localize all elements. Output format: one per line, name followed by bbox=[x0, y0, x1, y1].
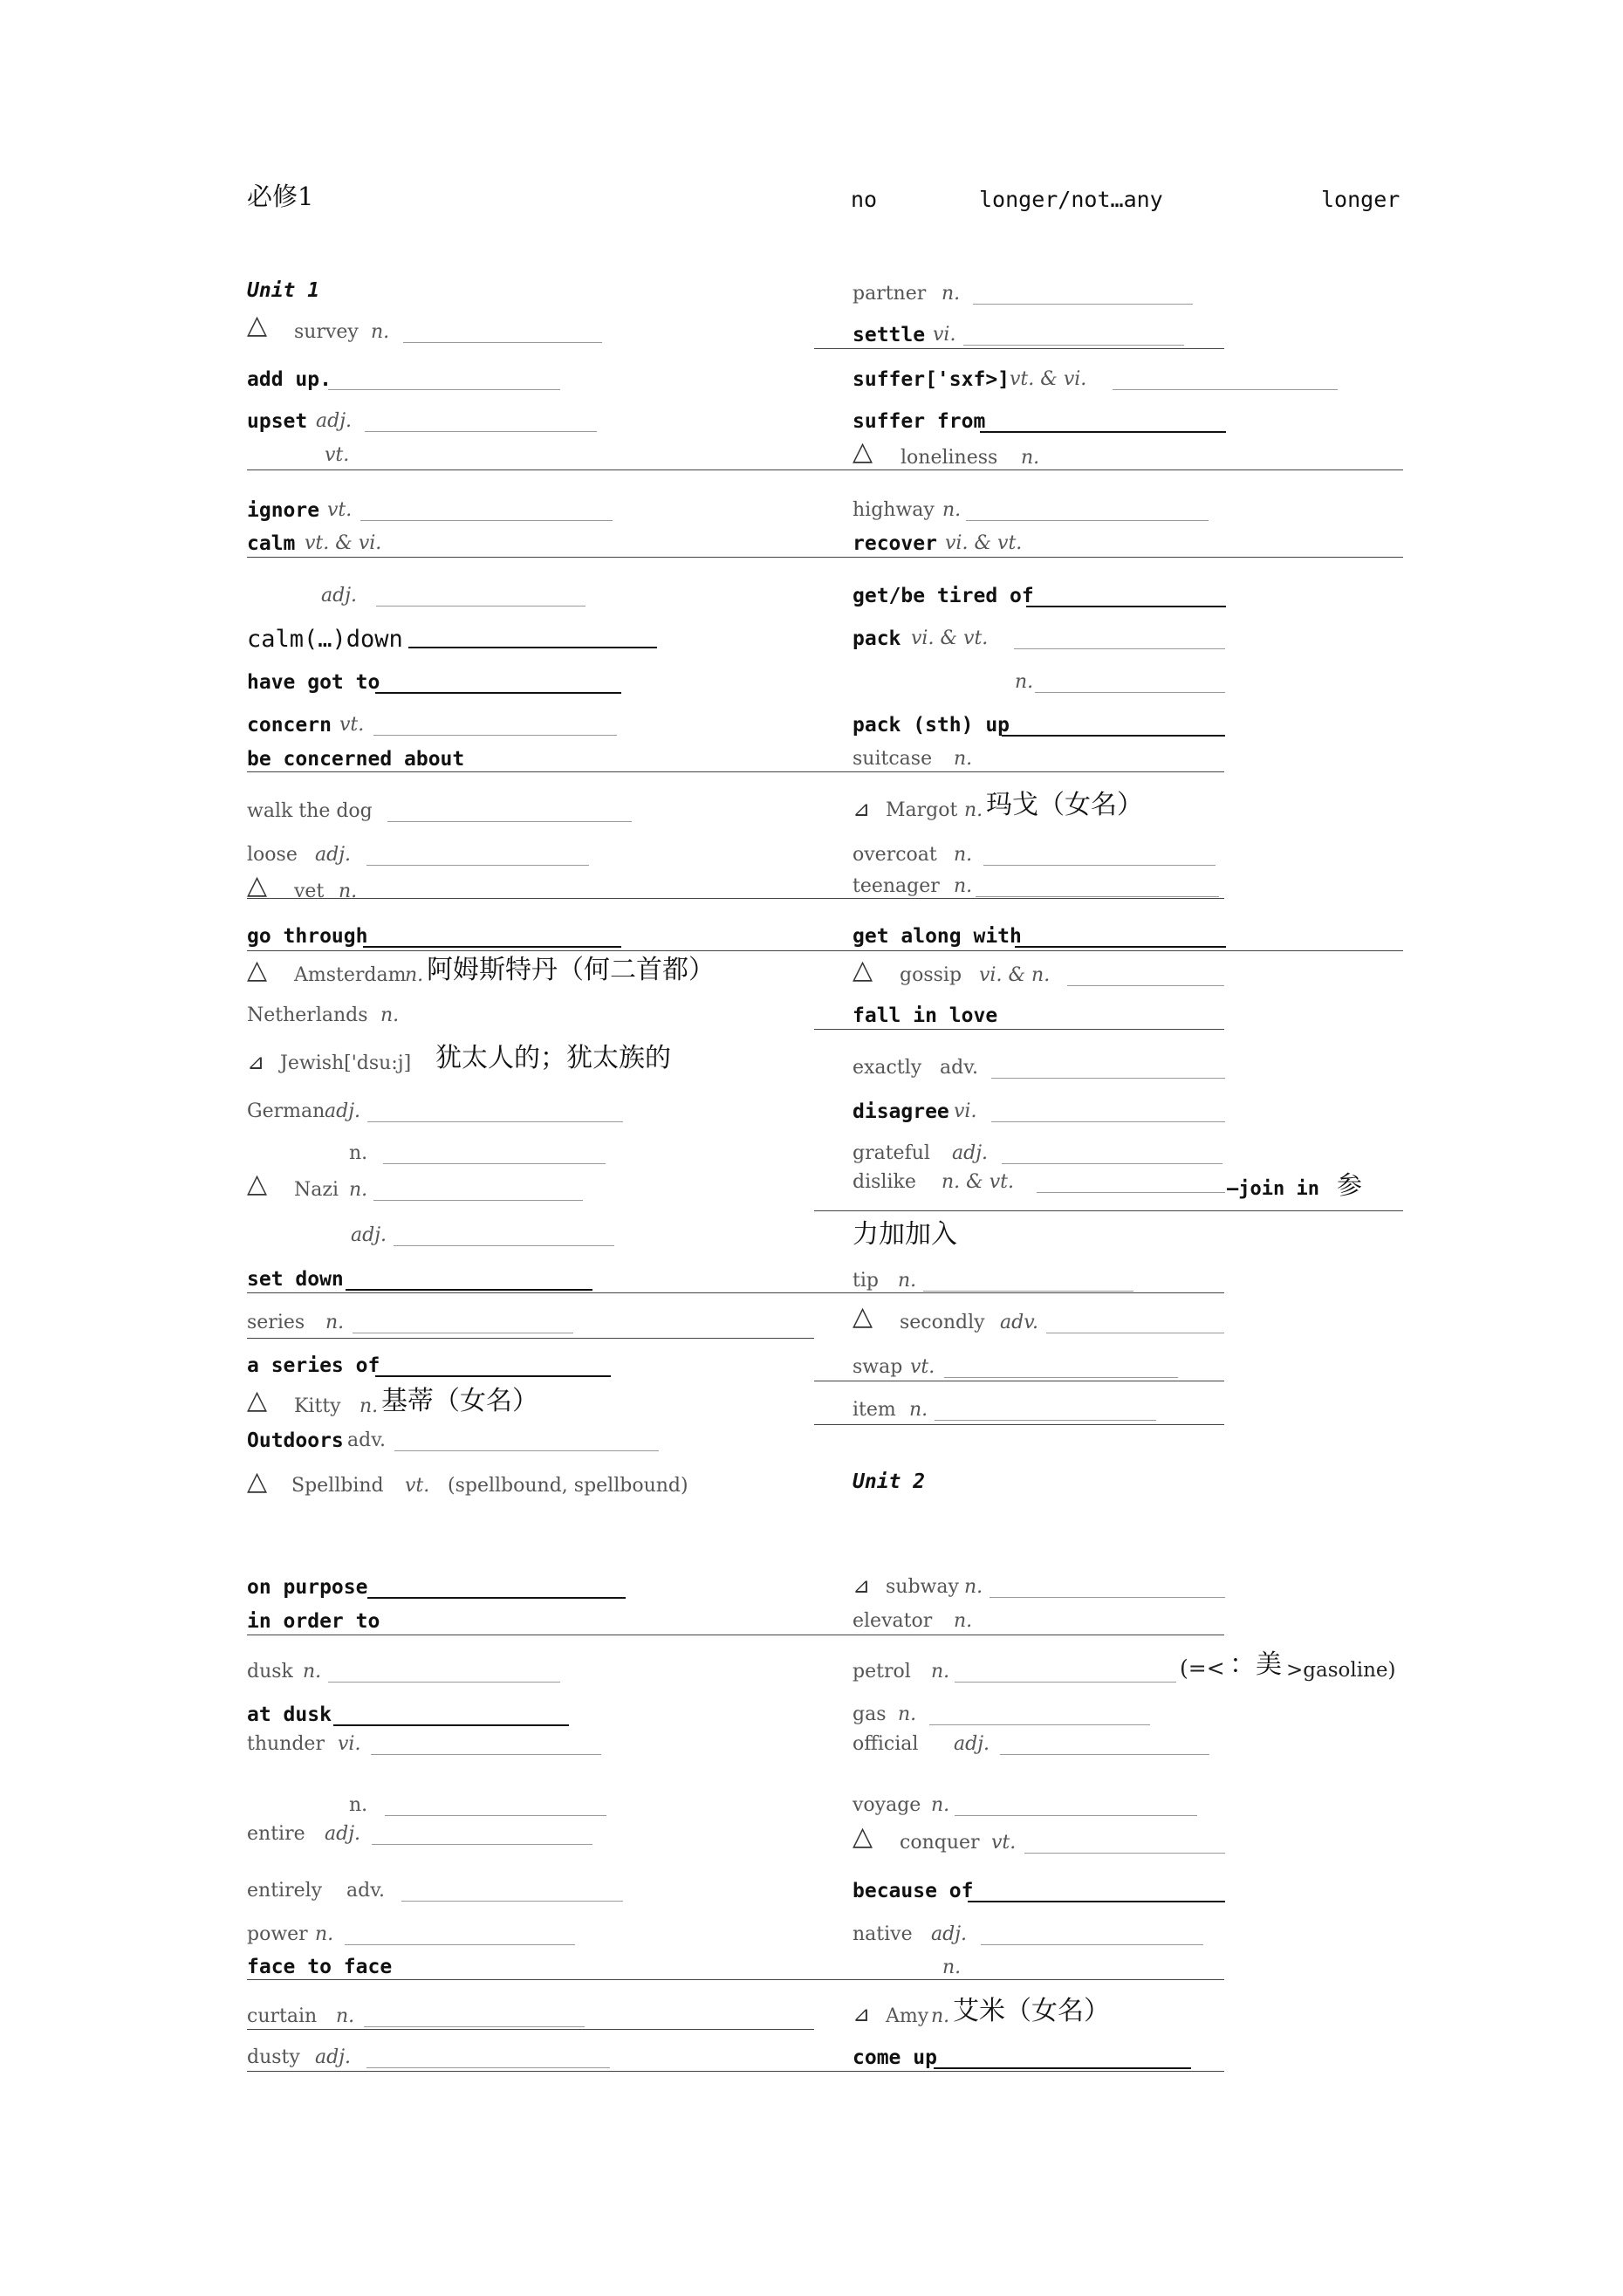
pos-tip: n. bbox=[898, 1270, 917, 1292]
answer-blank[interactable] bbox=[1035, 692, 1225, 693]
meaning-kitty: 基蒂（女名） bbox=[381, 1386, 538, 1416]
answer-blank[interactable] bbox=[328, 389, 560, 390]
triangle-icon: △ bbox=[853, 436, 873, 467]
triangle-icon: △ bbox=[247, 1385, 268, 1415]
answer-blank[interactable] bbox=[929, 1724, 1150, 1725]
row-divider bbox=[247, 2029, 814, 2030]
pos-item: n. bbox=[909, 1399, 928, 1421]
pos-dislike: n. & vt. bbox=[942, 1171, 1014, 1193]
pos-series: n. bbox=[325, 1312, 345, 1333]
phrase-come-up: come up bbox=[853, 2046, 937, 2069]
row-divider bbox=[814, 348, 1224, 349]
word-settle: settle bbox=[853, 324, 926, 346]
pos-secondly: adv. bbox=[1000, 1312, 1039, 1333]
answer-blank[interactable] bbox=[373, 1200, 583, 1201]
word-upset: upset bbox=[247, 410, 308, 433]
pos-power: n. bbox=[315, 1923, 334, 1945]
pos-disagree: vi. bbox=[954, 1100, 977, 1122]
pos-calm-adj: adj. bbox=[321, 585, 358, 607]
word-nazi: Nazi bbox=[294, 1179, 339, 1201]
word-highway: highway bbox=[853, 499, 935, 521]
pos-petrol: n. bbox=[931, 1661, 950, 1683]
phrase-in-order-to: in order to bbox=[247, 1610, 380, 1633]
row-divider bbox=[247, 1979, 1224, 1980]
word-series: series bbox=[247, 1312, 305, 1333]
note-petrol-cn: ：美 bbox=[1229, 1649, 1282, 1680]
answer-blank[interactable] bbox=[923, 1291, 1133, 1292]
word-pack: pack bbox=[853, 627, 901, 650]
pos-partner: n. bbox=[942, 283, 961, 305]
meaning-jewish: 犹太人的；犹太族的 bbox=[435, 1043, 671, 1073]
row-divider bbox=[247, 2071, 1224, 2072]
answer-blank[interactable] bbox=[1113, 389, 1338, 390]
pos-curtain: n. bbox=[336, 2005, 355, 2027]
word-outdoors: Outdoors bbox=[247, 1429, 344, 1452]
answer-blank[interactable] bbox=[1037, 1192, 1225, 1193]
word-curtain: curtain bbox=[247, 2005, 318, 2027]
pos-calm: vt. & vi. bbox=[305, 532, 382, 554]
unit-1-heading: Unit 1 bbox=[247, 279, 320, 302]
answer-blank[interactable] bbox=[360, 520, 613, 521]
answer-blank[interactable] bbox=[333, 1724, 569, 1726]
answer-blank[interactable] bbox=[363, 946, 621, 948]
answer-blank[interactable] bbox=[1000, 1754, 1209, 1755]
pos-loose: adj. bbox=[315, 844, 352, 866]
answer-blank[interactable] bbox=[366, 2067, 610, 2068]
word-calm: calm bbox=[247, 532, 296, 555]
answer-blank[interactable] bbox=[1024, 1853, 1225, 1854]
row-divider bbox=[814, 1424, 1224, 1425]
word-dusty: dusty bbox=[247, 2046, 300, 2068]
word-vet: vet bbox=[294, 881, 325, 902]
phrase-fall-in-love: fall in love bbox=[853, 1004, 998, 1027]
small-triangle-icon: ⊿ bbox=[853, 1573, 871, 1598]
phrase-on-purpose: on purpose bbox=[247, 1576, 368, 1599]
word-native: native bbox=[853, 1923, 913, 1945]
triangle-icon: △ bbox=[247, 1466, 268, 1497]
pos-suitcase: n. bbox=[954, 748, 973, 770]
pos-outdoors: adv. bbox=[347, 1429, 387, 1451]
phrase-be-concerned-about: be concerned about bbox=[247, 748, 465, 771]
pos-amy: n. bbox=[931, 2005, 950, 2027]
answer-blank[interactable] bbox=[408, 647, 657, 648]
answer-blank[interactable] bbox=[963, 345, 1184, 346]
pos-german-n: n. bbox=[349, 1142, 368, 1164]
answer-blank[interactable] bbox=[346, 1289, 592, 1291]
answer-blank[interactable] bbox=[1026, 606, 1226, 607]
answer-blank[interactable] bbox=[973, 304, 1193, 305]
answer-blank[interactable] bbox=[365, 431, 597, 432]
pos-pack: vi. & vt. bbox=[911, 627, 989, 649]
answer-blank[interactable] bbox=[364, 2026, 585, 2027]
phrase-get-be-tired-of: get/be tired of bbox=[853, 585, 1034, 607]
triangle-icon: △ bbox=[247, 310, 268, 340]
word-survey: survey bbox=[294, 321, 359, 343]
word-subway: subway bbox=[886, 1576, 959, 1598]
word-margot: Margot bbox=[886, 799, 958, 821]
pos-nazi: n. bbox=[349, 1179, 368, 1201]
phrase-add-up: add up. bbox=[247, 368, 332, 391]
answer-blank[interactable] bbox=[367, 1121, 623, 1122]
triangle-icon: △ bbox=[853, 1301, 873, 1332]
pos-voyage: n. bbox=[931, 1794, 950, 1816]
answer-blank[interactable] bbox=[983, 865, 1216, 866]
phrase-at-dusk: at dusk bbox=[247, 1703, 332, 1726]
word-disagree: disagree bbox=[853, 1100, 949, 1123]
note-petrol-a: (=< bbox=[1180, 1655, 1225, 1681]
answer-blank[interactable] bbox=[991, 1078, 1225, 1079]
answer-blank[interactable] bbox=[375, 1375, 611, 1377]
pos-teenager: n. bbox=[954, 875, 973, 897]
pos-dusk: n. bbox=[303, 1661, 322, 1683]
pos-suffer: vt. & vi. bbox=[1010, 368, 1087, 390]
phrase-pack-sth-up: pack (sth) up bbox=[853, 714, 1010, 737]
pos-subway: n. bbox=[964, 1576, 983, 1598]
pos-native: adj. bbox=[931, 1923, 968, 1945]
phrase-suffer-from: suffer from bbox=[853, 410, 986, 433]
pos-highway: n. bbox=[942, 499, 962, 521]
pos-gas: n. bbox=[898, 1703, 917, 1725]
note-petrol-b: >gasoline) bbox=[1286, 1659, 1396, 1682]
pos-spellbind: vt. bbox=[405, 1475, 430, 1497]
answer-blank[interactable] bbox=[403, 342, 602, 343]
pos-concern: vt. bbox=[339, 714, 365, 736]
answer-blank[interactable] bbox=[376, 606, 586, 607]
pos-pack-n: n. bbox=[1015, 671, 1034, 693]
triangle-icon: △ bbox=[247, 870, 268, 901]
answer-blank[interactable] bbox=[934, 2067, 1191, 2069]
pos-kitty: n. bbox=[360, 1395, 379, 1417]
pos-recover: vi. & vt. bbox=[945, 532, 1023, 554]
word-amy: Amy bbox=[886, 2005, 929, 2027]
word-ignore: ignore bbox=[247, 499, 320, 522]
pos-gossip: vi. & n. bbox=[979, 964, 1051, 986]
pos-upset: adj. bbox=[316, 410, 353, 432]
header-left: 必修1 bbox=[247, 182, 314, 211]
word-gas: gas bbox=[853, 1703, 887, 1725]
phrase-set-down: set down bbox=[247, 1268, 344, 1291]
pos-exactly: adv. bbox=[940, 1057, 979, 1079]
word-dislike: dislike bbox=[853, 1171, 916, 1193]
word-gossip: gossip bbox=[900, 964, 962, 986]
answer-blank[interactable] bbox=[966, 520, 1209, 521]
pos-overcoat: n. bbox=[954, 844, 973, 866]
meaning-amy: 艾米（女名） bbox=[953, 1996, 1110, 2026]
answer-blank[interactable] bbox=[955, 1815, 1197, 1816]
pos-entire: adj. bbox=[325, 1823, 361, 1845]
word-loneliness: loneliness bbox=[901, 447, 998, 469]
phrase-face-to-face: face to face bbox=[247, 1956, 393, 1978]
word-secondly: secondly bbox=[900, 1312, 985, 1333]
row-divider bbox=[247, 469, 1403, 470]
word-thunder: thunder bbox=[247, 1733, 325, 1755]
word-netherlands: Netherlands bbox=[247, 1004, 368, 1026]
answer-blank[interactable] bbox=[968, 1901, 1225, 1902]
pos-ignore: vt. bbox=[327, 499, 353, 521]
phrase-a-series-of: a series of bbox=[247, 1354, 380, 1377]
pos-upset-vt: vt. bbox=[325, 444, 350, 466]
row-divider bbox=[814, 1029, 1224, 1030]
pos-thunder-n: n. bbox=[349, 1794, 368, 1816]
header-word-1: no bbox=[851, 187, 878, 212]
word-partner: partner bbox=[853, 283, 927, 305]
word-loose: loose bbox=[247, 844, 298, 866]
phrase-have-got-to: have got to bbox=[247, 671, 380, 694]
answer-blank[interactable] bbox=[935, 1420, 1156, 1421]
answer-blank[interactable] bbox=[373, 735, 617, 736]
answer-blank[interactable] bbox=[372, 1844, 592, 1845]
meaning-amsterdam: 阿姆斯特丹（何二首都） bbox=[427, 955, 715, 985]
answer-blank[interactable] bbox=[955, 1682, 1176, 1683]
row-divider bbox=[247, 950, 1403, 951]
word-elevator: elevator bbox=[853, 1610, 933, 1632]
triangle-icon: △ bbox=[247, 955, 268, 985]
word-german: German bbox=[247, 1100, 325, 1122]
word-jewish: Jewish['dsu:j] bbox=[280, 1052, 412, 1074]
row-divider bbox=[247, 771, 1224, 772]
pos-loneliness: n. bbox=[1021, 447, 1040, 469]
word-recover: recover bbox=[853, 532, 937, 555]
meaning-join-in-part-2: 力加加入 bbox=[853, 1219, 957, 1250]
pos-thunder: vi. bbox=[338, 1733, 361, 1755]
pos-netherlands: n. bbox=[380, 1004, 400, 1026]
word-swap: swap bbox=[853, 1356, 903, 1378]
row-divider bbox=[247, 1292, 1224, 1293]
pos-swap: vt. bbox=[910, 1356, 935, 1378]
phrase-calm-down: calm(…)down bbox=[247, 626, 403, 653]
meaning-join-in-part-1: 参 bbox=[1337, 1170, 1363, 1200]
phrase-walk-the-dog: walk the dog bbox=[247, 800, 373, 822]
answer-blank[interactable] bbox=[394, 1450, 659, 1451]
row-divider bbox=[247, 898, 1224, 899]
meaning-margot: 玛戈（女名） bbox=[986, 790, 1143, 820]
answer-blank[interactable] bbox=[367, 1597, 626, 1599]
word-tip: tip bbox=[853, 1270, 879, 1292]
word-suitcase: suitcase bbox=[853, 748, 933, 770]
answer-blank[interactable] bbox=[990, 1597, 1225, 1598]
pos-vet: n. bbox=[339, 881, 358, 902]
answer-blank[interactable] bbox=[1015, 946, 1226, 948]
pos-dusty: adj. bbox=[315, 2046, 352, 2068]
answer-blank[interactable] bbox=[976, 896, 1219, 897]
word-teenager: teenager bbox=[853, 875, 940, 897]
word-kitty: Kitty bbox=[294, 1395, 341, 1417]
pos-amsterdam: n. bbox=[405, 964, 424, 986]
row-divider bbox=[247, 1338, 814, 1339]
pos-conquer: vt. bbox=[991, 1832, 1017, 1854]
answer-blank[interactable] bbox=[1067, 985, 1224, 986]
small-triangle-icon: ⊿ bbox=[247, 1050, 265, 1074]
triangle-icon: △ bbox=[247, 1169, 268, 1199]
word-entire: entire bbox=[247, 1823, 305, 1845]
pos-entirely: adv. bbox=[346, 1880, 386, 1902]
word-spellbind: Spellbind bbox=[291, 1475, 384, 1497]
small-triangle-icon: ⊿ bbox=[853, 797, 871, 821]
word-official: official bbox=[853, 1733, 919, 1755]
triangle-icon: △ bbox=[853, 955, 873, 985]
answer-blank[interactable] bbox=[980, 431, 1226, 433]
answer-blank[interactable] bbox=[991, 1121, 1225, 1122]
answer-blank[interactable] bbox=[385, 1815, 606, 1816]
triangle-icon: △ bbox=[853, 1821, 873, 1852]
answer-blank[interactable] bbox=[394, 1245, 614, 1246]
word-voyage: voyage bbox=[853, 1794, 921, 1816]
word-exactly: exactly bbox=[853, 1057, 922, 1079]
phrase-go-through: go through bbox=[247, 925, 368, 948]
word-grateful: grateful bbox=[853, 1142, 930, 1164]
pos-german: adj. bbox=[325, 1100, 361, 1122]
forms-spellbind: (spellbound, spellbound) bbox=[448, 1475, 688, 1497]
pos-nazi-adj: adj. bbox=[351, 1224, 387, 1246]
answer-blank[interactable] bbox=[328, 1682, 560, 1683]
answer-blank[interactable] bbox=[375, 692, 621, 694]
header-word-2: longer/not…any bbox=[979, 187, 1163, 212]
row-divider bbox=[247, 557, 1403, 558]
pos-survey: n. bbox=[371, 321, 390, 343]
answer-blank[interactable] bbox=[1014, 648, 1225, 649]
phrase-get-along-with: get along with bbox=[853, 925, 1022, 948]
pos-grateful: adj. bbox=[952, 1142, 989, 1164]
small-triangle-icon: ⊿ bbox=[853, 2002, 871, 2026]
word-conquer: conquer bbox=[900, 1832, 980, 1854]
pos-official: adj. bbox=[954, 1733, 990, 1755]
answer-blank[interactable] bbox=[981, 1944, 1203, 1945]
answer-blank[interactable] bbox=[1002, 1163, 1222, 1164]
word-petrol: petrol bbox=[853, 1661, 911, 1683]
word-item: item bbox=[853, 1399, 896, 1421]
answer-blank[interactable] bbox=[371, 1754, 601, 1755]
answer-blank[interactable] bbox=[944, 1377, 1178, 1378]
answer-blank[interactable] bbox=[1002, 735, 1225, 737]
answer-blank[interactable] bbox=[366, 865, 589, 866]
pos-settle: vi. bbox=[933, 324, 956, 346]
word-power: power bbox=[247, 1923, 308, 1945]
answer-blank[interactable] bbox=[401, 1901, 623, 1902]
pos-native-n: n. bbox=[942, 1957, 962, 1978]
phrase-join-in: —join in bbox=[1227, 1178, 1319, 1200]
pos-elevator: n. bbox=[954, 1610, 973, 1632]
answer-blank[interactable] bbox=[345, 1944, 575, 1945]
header-word-3: longer bbox=[1321, 187, 1400, 212]
word-dusk: dusk bbox=[247, 1661, 293, 1683]
row-divider bbox=[814, 1210, 1403, 1211]
unit-2-heading: Unit 2 bbox=[853, 1470, 926, 1493]
phrase-because-of: because of bbox=[853, 1880, 974, 1902]
answer-blank[interactable] bbox=[387, 821, 632, 822]
word-entirely: entirely bbox=[247, 1880, 323, 1902]
word-overcoat: overcoat bbox=[853, 844, 937, 866]
pos-margot: n. bbox=[964, 799, 983, 821]
answer-blank[interactable] bbox=[383, 1163, 606, 1164]
word-concern: concern bbox=[247, 714, 332, 737]
word-suffer: suffer['sxf>] bbox=[853, 368, 1010, 391]
word-amsterdam: Amsterdam bbox=[294, 964, 407, 986]
